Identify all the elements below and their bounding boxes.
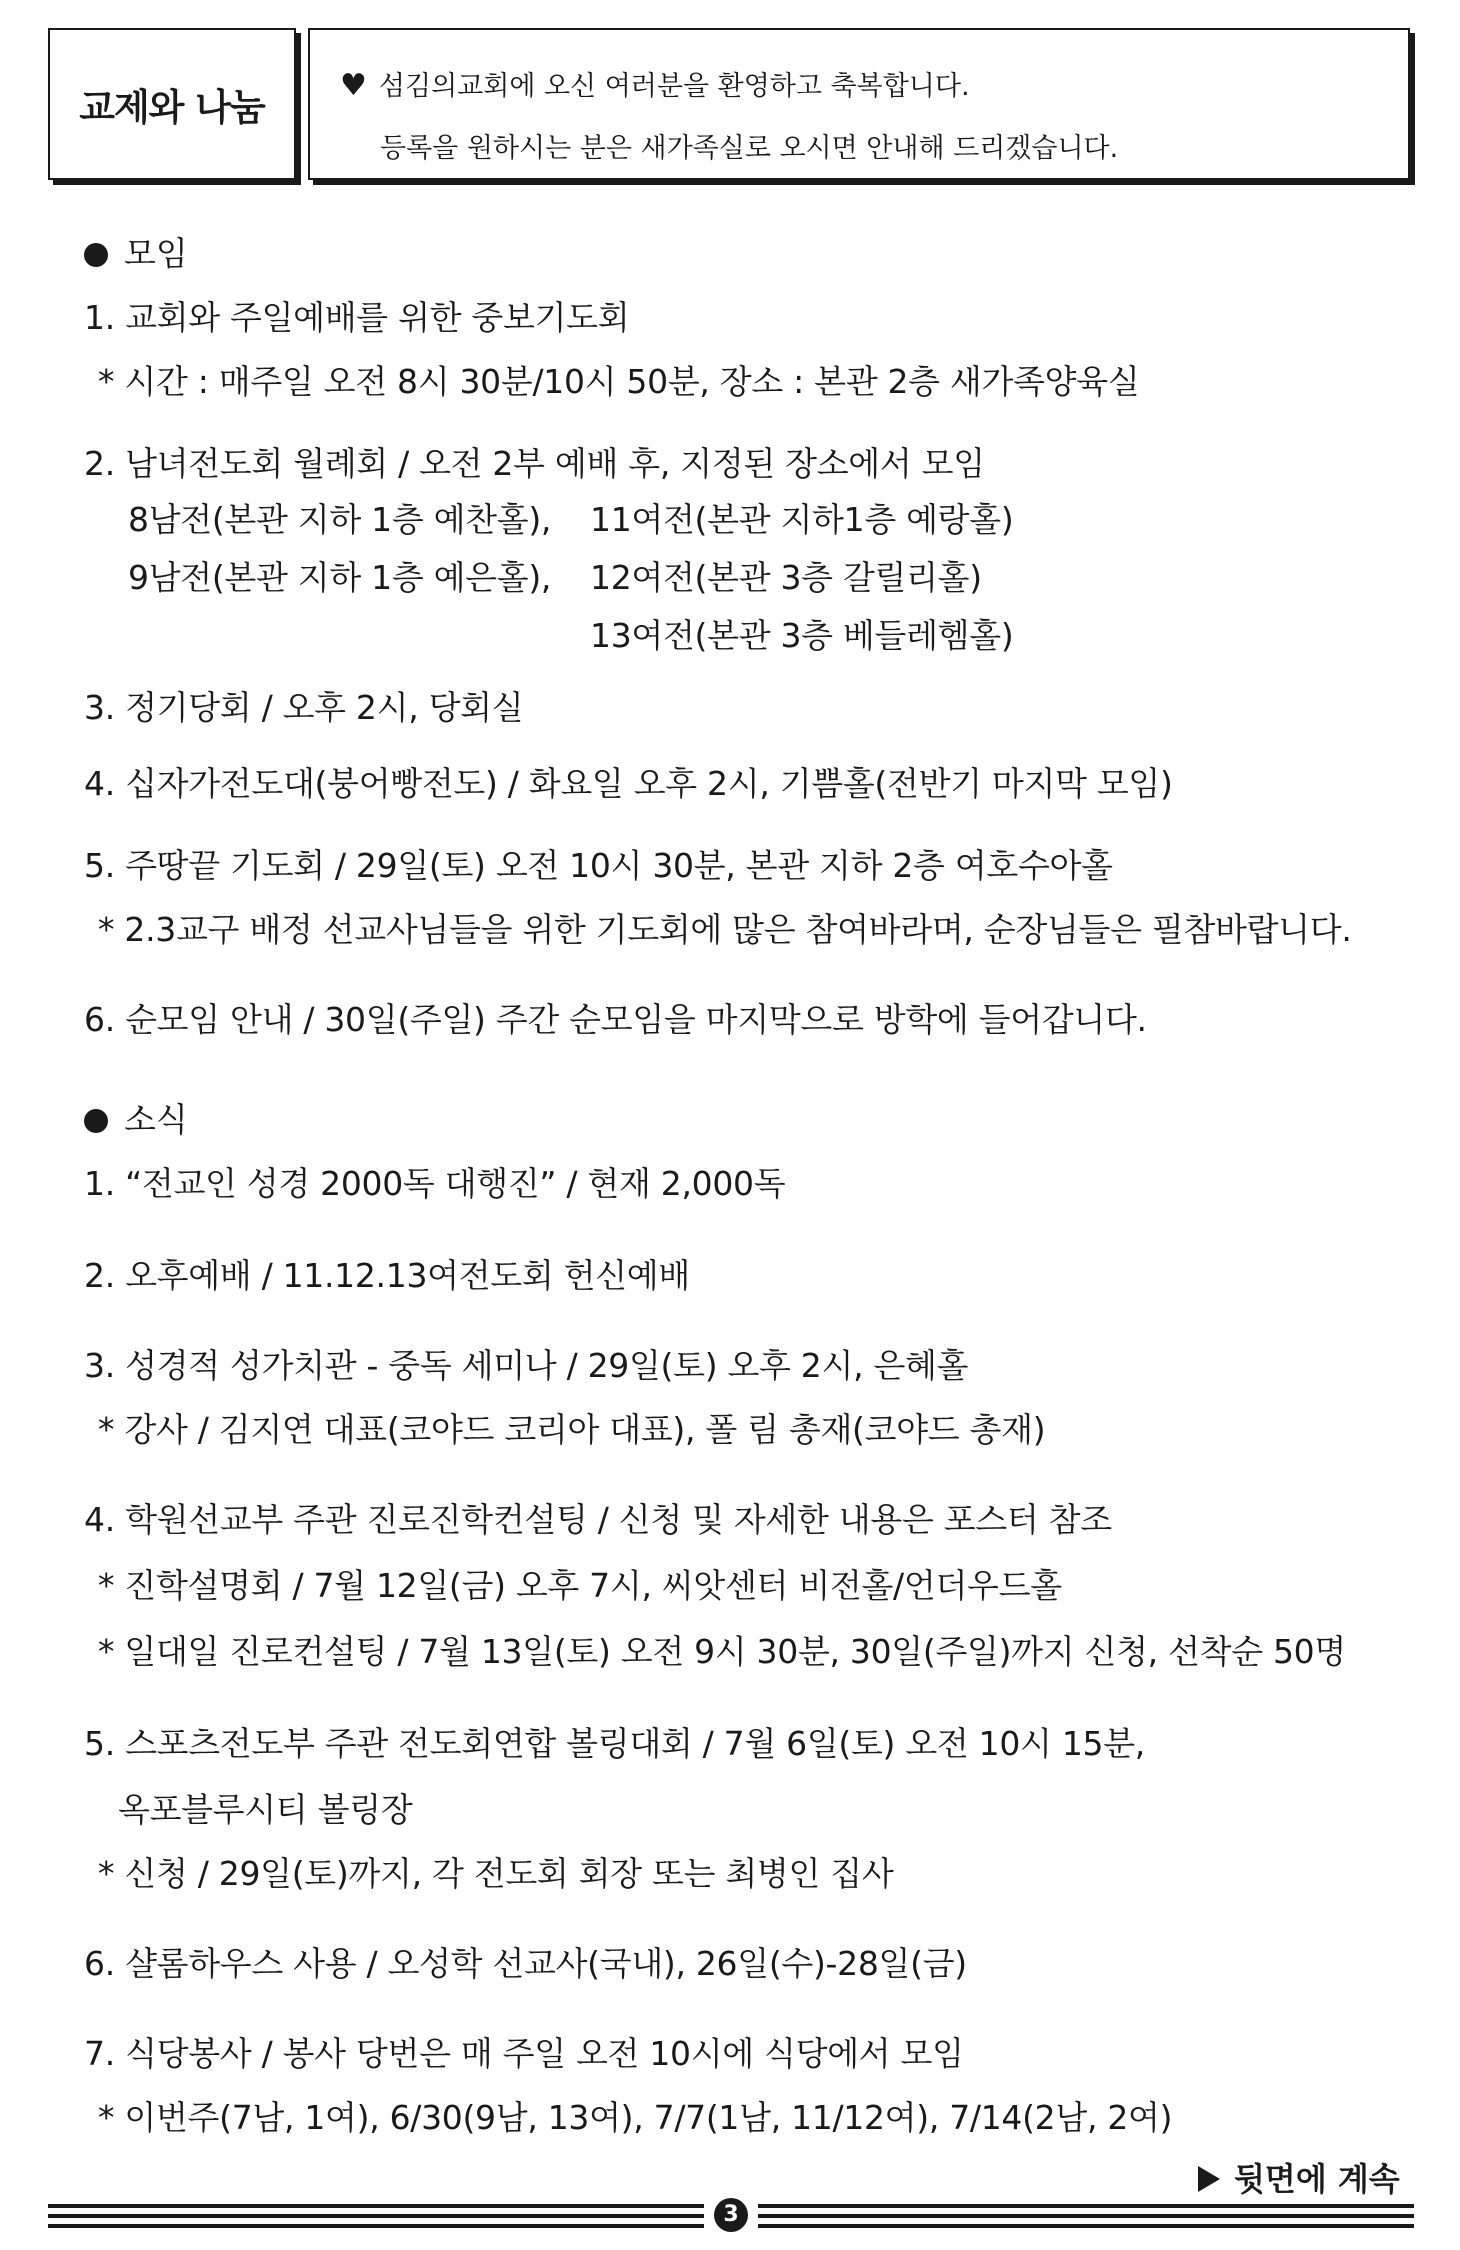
footer-rule — [48, 2214, 704, 2218]
meeting-item: 6. 순모임 안내 / 30일(주일) 주간 순모임을 마지막으로 방학에 들어갑니다. — [84, 1000, 1147, 1039]
news-note: * 신청 / 29일(토)까지, 각 전도회 회장 또는 최병인 집사 — [98, 1854, 894, 1893]
meeting-detail: 9남전(본관 지하 1층 예은홀), — [128, 558, 552, 597]
bullet-icon — [84, 243, 108, 267]
footer-rule — [758, 2224, 1414, 2228]
arrow-right-icon — [1198, 2166, 1220, 2192]
news-item: 6. 샬롬하우스 사용 / 오성학 선교사(국내), 26일(수)-28일(금) — [84, 1944, 967, 1983]
news-note: * 진학설명회 / 7월 12일(금) 오후 7시, 씨앗센터 비전홀/언더우드홀 — [98, 1566, 1062, 1605]
meeting-note: * 시간 : 매주일 오전 8시 30분/10시 50분, 장소 : 본관 2층 새가족양육실 — [98, 362, 1140, 401]
footer-rule — [758, 2214, 1414, 2218]
news-item: 2. 오후예배 / 11.12.13여전도회 헌신예배 — [84, 1256, 690, 1295]
footer-rule — [48, 2224, 704, 2228]
section-title: 교제와 나눔 — [79, 86, 265, 129]
meeting-detail: 12여전(본관 3층 갈릴리홀) — [590, 558, 982, 597]
meeting-item: 4. 십자가전도대(붕어빵전도) / 화요일 오후 2시, 기쁨홀(전반기 마지막 모임) — [84, 764, 1173, 803]
news-item-continued: 옥포블루시티 볼링장 — [118, 1790, 413, 1829]
heart-icon: ♥ — [340, 68, 367, 103]
news-item: 1. “전교인 성경 2000독 대행진” / 현재 2,000독 — [84, 1164, 786, 1203]
continue-on-back: 뒷면에 계속 — [1198, 2154, 1400, 2200]
meetings-heading: 모임 — [84, 228, 188, 275]
news-note: * 강사 / 김지연 대표(코야드 코리아 대표), 폴 림 총재(코야드 총재) — [98, 1410, 1046, 1449]
meeting-detail: 8남전(본관 지하 1층 예찬홀), — [128, 500, 552, 539]
news-heading: 소식 — [84, 1094, 188, 1141]
news-item: 3. 성경적 성가치관 - 중독 세미나 / 29일(토) 오후 2시, 은혜홀 — [84, 1346, 969, 1385]
meeting-note: * 2.3교구 배정 선교사님들을 위한 기도회에 많은 참여바라며, 순장님들은 필참바랍니다. — [98, 910, 1352, 949]
meeting-item: 2. 남녀전도회 월례회 / 오전 2부 예배 후, 지정된 장소에서 모임 — [84, 444, 985, 483]
news-item: 4. 학원선교부 주관 진로진학컨설팅 / 신청 및 자세한 내용은 포스터 참조 — [84, 1500, 1112, 1539]
footer-rule — [48, 2204, 704, 2208]
welcome-line-1: ♥ 섬김의교회에 오신 여러분을 환영하고 축복합니다. — [340, 68, 970, 103]
footer-rule — [758, 2204, 1414, 2208]
meeting-item: 1. 교회와 주일예배를 위한 중보기도회 — [84, 298, 630, 337]
news-note: * 이번주(7남, 1여), 6/30(9남, 13여), 7/7(1남, 11/12여), 7/14(2남, 2여) — [98, 2098, 1173, 2137]
news-note: * 일대일 진로컨설팅 / 7월 13일(토) 오전 9시 30분, 30일(주일)까지 신청, 선착순 50명 — [98, 1632, 1346, 1671]
meeting-detail: 11여전(본관 지하1층 예랑홀) — [590, 500, 1014, 539]
page-number: 3 — [714, 2198, 748, 2232]
meeting-item: 3. 정기당회 / 오후 2시, 당회실 — [84, 688, 524, 727]
news-item: 5. 스포츠전도부 주관 전도회연합 볼링대회 / 7월 6일(토) 오전 10시 15분, — [84, 1724, 1145, 1763]
welcome-box — [308, 28, 1410, 180]
meeting-item: 5. 주땅끝 기도회 / 29일(토) 오전 10시 30분, 본관 지하 2층 여호수아홀 — [84, 846, 1113, 885]
meeting-detail: 13여전(본관 3층 베들레헴홀) — [590, 616, 1014, 655]
section-title-box — [48, 28, 296, 180]
bullet-icon — [84, 1109, 108, 1133]
news-item: 7. 식당봉사 / 봉사 당번은 매 주일 오전 10시에 식당에서 모임 — [84, 2034, 964, 2073]
welcome-line-2: 등록을 원하시는 분은 새가족실로 오시면 안내해 드리겠습니다. — [380, 133, 1119, 164]
